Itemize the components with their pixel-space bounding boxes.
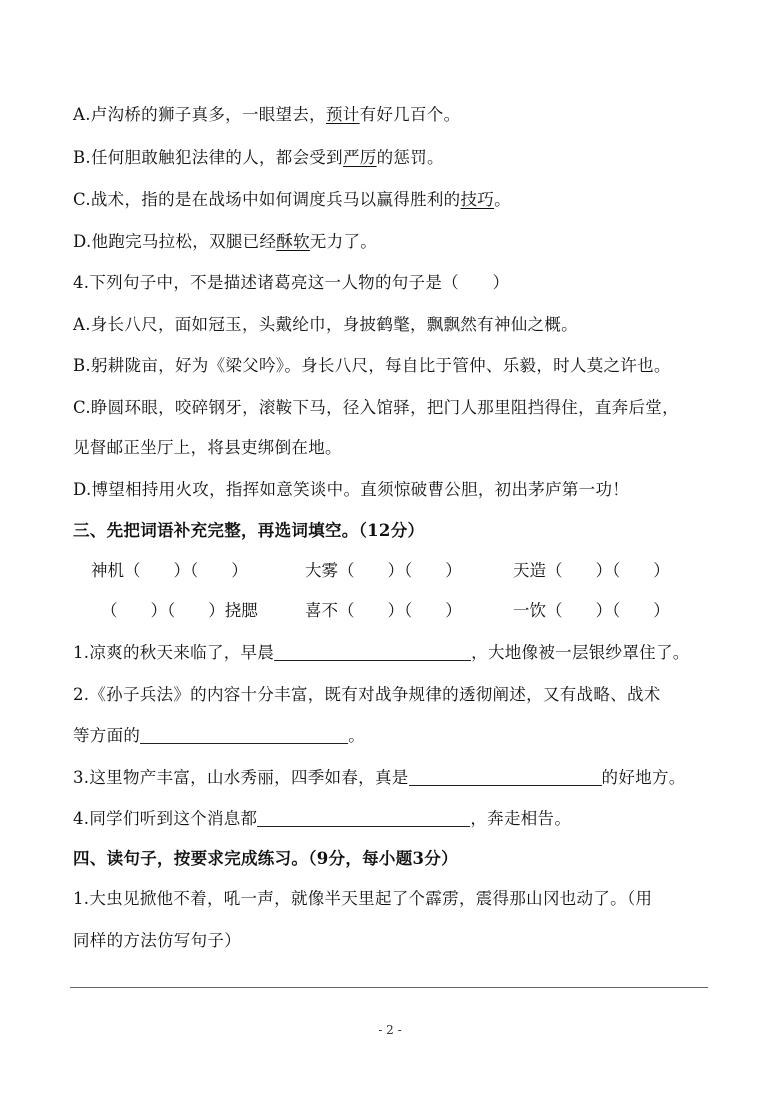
- answer-blank[interactable]: [140, 727, 348, 744]
- word-blank: 大雾（ ）（ ）: [305, 561, 462, 580]
- option-4c-line2: 见督邮正坐厅上，将县吏绑倒在地。: [73, 438, 342, 457]
- option-3b: B.任何胆敢触犯法律的人，都会受到严厉的惩罚。: [73, 148, 444, 167]
- answer-blank[interactable]: [409, 769, 602, 786]
- word-blank: 喜不（ ）（ ）: [305, 601, 462, 620]
- option-4d: D.博望相持用火攻，指挥如意笑谈中。直须惊破曹公胆，初出茅庐第一功！: [73, 480, 630, 499]
- option-3d: D.他跑完马拉松，双腿已经酥软无力了。: [73, 232, 378, 251]
- fill-sentence-4: 4.同学们听到这个消息都 ，奔走相告。: [73, 809, 572, 828]
- underlined-word: 严厉: [342, 148, 377, 167]
- word-blank: 一饮（ ）（ ）: [513, 601, 670, 620]
- option-4b: B.躬耕陇亩，好为《梁父吟》。身长八尺，每自比于管仲、乐毅，时人莫之许也。: [73, 356, 671, 375]
- section-4-q1-line2: 同样的方法仿写句子）: [73, 931, 241, 950]
- option-4a: A.身长八尺，面如冠玉，头戴纶巾，身披鹤氅，飘飘然有神仙之概。: [73, 315, 578, 334]
- word-blank: 天造（ ）（ ）: [513, 561, 670, 580]
- option-3a: A.卢沟桥的狮子真多，一眼望去，预计有好几百个。: [73, 105, 461, 124]
- answer-blank[interactable]: [257, 810, 470, 827]
- option-4c-line1: C.睁圆环眼，咬碎钢牙，滚鞍下马，径入馆驿，把门人那里阻挡得住，直奔后堂，: [73, 398, 679, 417]
- page-number: - 2 -: [378, 1023, 402, 1037]
- underlined-word: 技巧: [460, 190, 495, 209]
- answer-line[interactable]: [70, 987, 708, 988]
- word-blank: （ ）（ ）挠腮: [101, 601, 258, 620]
- underlined-word: 酥软: [276, 232, 310, 251]
- section-4-q1-line1: 1.大虫见掀他不着，吼一声，就像半天里起了个霹雳，震得那山冈也动了。（用: [73, 889, 653, 908]
- word-blank: 神机（ ）（ ）: [91, 561, 248, 580]
- fill-sentence-2-line2: 等方面的 。: [73, 726, 366, 745]
- underlined-word: 预计: [325, 105, 360, 124]
- section-3-heading: 三、先把词语补充完整，再选词填空。（12分）: [73, 521, 425, 540]
- fill-sentence-1: 1.凉爽的秋天来临了，早晨 ，大地像被一层银纱罩住了。: [73, 643, 690, 662]
- section-4-heading: 四、读句子，按要求完成练习。（9分，每小题3分）: [73, 849, 458, 868]
- answer-blank[interactable]: [274, 644, 471, 661]
- fill-sentence-3: 3.这里物产丰富，山水秀丽，四季如春，真是 的好地方。: [73, 768, 686, 787]
- option-3c: C.战术，指的是在战场中如何调度兵马以赢得胜利的技巧。: [73, 190, 511, 209]
- fill-sentence-2-line1: 2.《孙子兵法》的内容十分丰富，既有对战争规律的透彻阐述，又有战略、战术: [73, 685, 661, 704]
- question-4-stem: 4.下列句子中，不是描述诸葛亮这一人物的句子是（ ）: [73, 273, 510, 292]
